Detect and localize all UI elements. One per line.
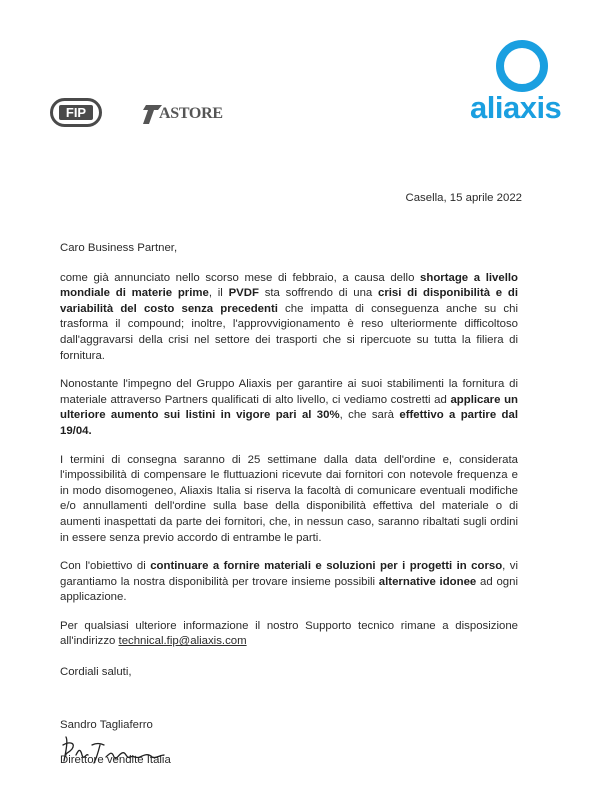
handwritten-signature	[60, 733, 170, 773]
svg-text:FIP: FIP	[65, 105, 87, 120]
support-email-link[interactable]: technical.fip@aliaxis.com	[118, 635, 247, 648]
paragraph-3: I termini di consegna saranno di 25 settimane dalla data dell'ordine e, considerata l'impossibilità di compensare le fluttuazioni ricevute dai fornitori con notevole frequenza e in modo disomogeneo, Aliaxis Italia si riserva la facoltà di comunicare eventuali modifiche e/o annullamenti dell'ordine sulla base della disponibilità effettiva del materiale o di aumenti inaspettati da parte dei fornitori, che, in nessun caso, saranno ribaltati sugli ordini in essere senza previo accordo di entrambe le parti.	[60, 453, 518, 544]
signer-role: Direttore vendite Italia	[60, 754, 171, 767]
closing: Cordiali saluti,	[60, 666, 132, 679]
aliaxis-ring-icon	[494, 38, 550, 94]
paragraph-4: Con l'obiettivo di continuare a fornire materiali e soluzioni per i progetti in corso, vi garantiamo la nostra disponibilità per trovare insieme possibili alternative idonee ad ogni applicazione.	[60, 560, 518, 604]
paragraph-2: Nonostante l'impegno del Gruppo Aliaxis per garantire ai suoi stabilimenti la fornitura di materiale attraverso Partners qualificati di alto livello, ci vediamo costretti ad applicare un ulteriore aumento sui listini in vigore pari al 30%, che sarà effettivo a partire dal 19/04.	[60, 378, 518, 437]
fip-logo	[50, 98, 102, 127]
signer-name: Sandro Tagliaferro	[60, 718, 153, 731]
paragraph-5: Per qualsiasi ulteriore informazione il nostro Supporto tecnico rimane a disposizione all'indirizzo technical.fip@aliaxis.com	[60, 619, 518, 648]
aliaxis-logo: aliaxis	[470, 90, 562, 125]
letter-date: Casella, 15 aprile 2022	[405, 192, 522, 204]
paragraph-1: come già annunciato nello scorso mese di febbraio, a causa dello shortage a livello mondiale di materie prime, il PVDF sta soffrendo di una crisi di disponibilità e di variabilità del costo senza precedenti che impatta di conseguenza anche su chi trasforma il compound; inoltre, l'approvvigionamento è reso ulteriormente difficoltoso dall'aggravarsi della crisi nel settore dei trasporti che si ripercuote su tutta la filiera di fornitura.	[60, 271, 518, 362]
astore-logo: ASTORE	[140, 104, 234, 124]
letter-body	[60, 241, 518, 783]
greeting: Caro Business Partner,	[60, 242, 178, 254]
